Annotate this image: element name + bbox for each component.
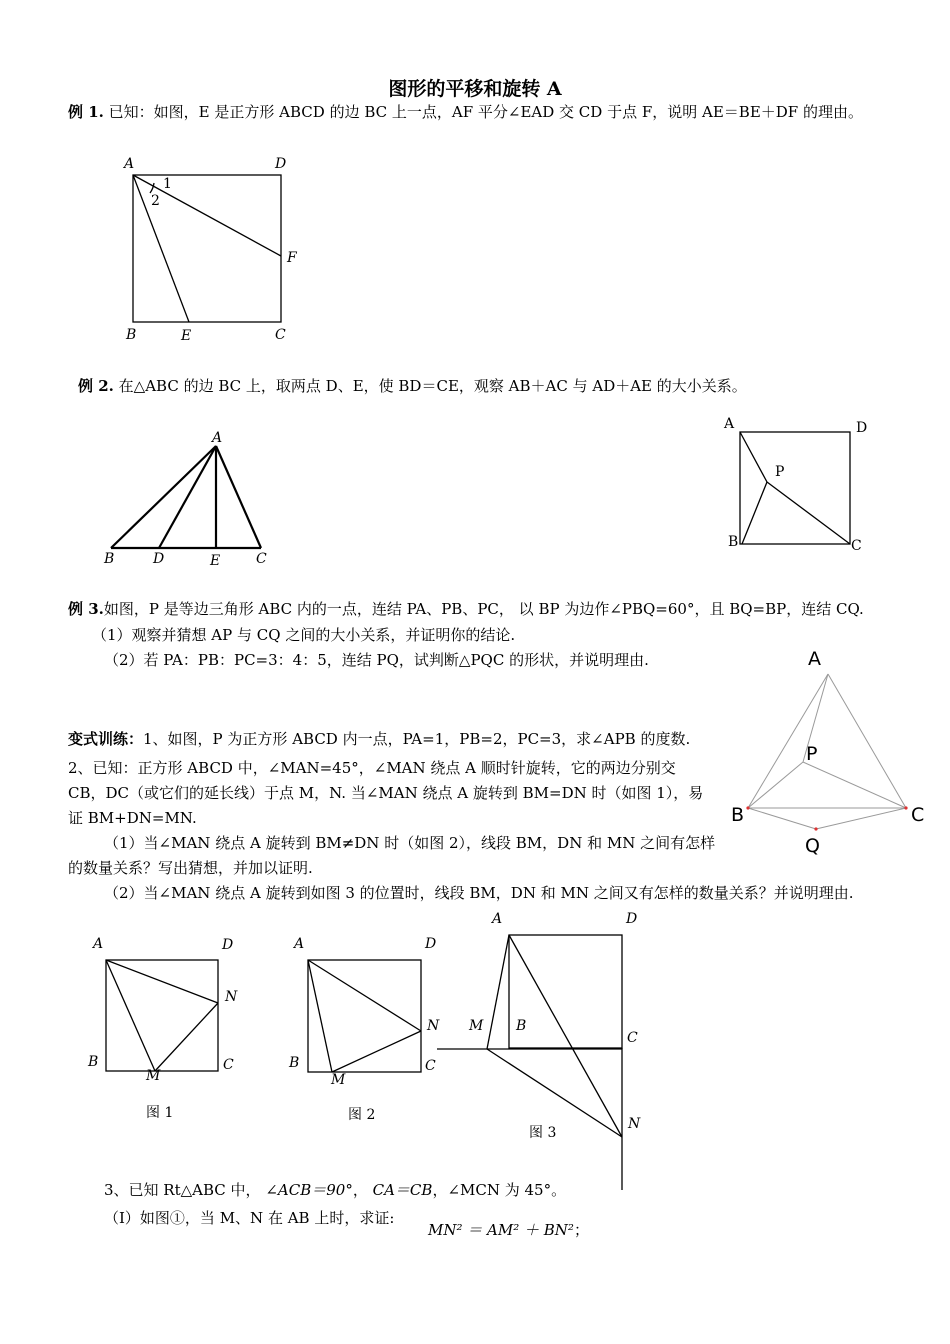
variant-3-formula: MN² ＝ AM² ＋ BN² [428,1221,574,1239]
variant-3-line-2: （Ⅰ）如图①，当 M、N 在 AB 上时，求证: [104,1209,395,1227]
ex1-label-C: C [275,327,286,343]
fig2-caption: 图 2 [348,1107,376,1123]
ex3-points [746,806,907,830]
fig3-label-N: N [628,1116,641,1132]
ex3-figure [748,674,906,829]
fig1-label-B: B [88,1054,99,1070]
ex3-label-A: A [808,648,821,670]
example-2-label: 例 2. [78,377,114,395]
variant-2-q2: （2）当∠MAN 绕点 A 旋转到如图 3 的位置时，线段 BM，DN 和 MN 之间又有怎样的数量关系？并说明理由. [104,884,854,902]
variant-3-sides: CA＝CB [372,1181,433,1199]
ex3-label-P: P [806,743,818,765]
fig2-label-N: N [427,1018,440,1034]
ex3-label-C: C [911,804,925,826]
fig3-caption: 图 3 [529,1125,557,1141]
example-3-body: 如图，P 是等边三角形 ABC 内的一点，连结 PA、PB、PC， 以 BP 为边作∠PBQ=60°，且 BQ=BP，连结 CQ. [103,600,864,618]
fig1 [106,960,218,1071]
example-1-body: 已知：如图，E 是正方形 ABCD 的边 BC 上一点，AF 平分∠EAD 交 CD 于点 F，说明 AE＝BE＋DF 的理由。 [108,103,863,121]
fig3 [437,935,622,1190]
ex2-label-B: B [104,551,115,567]
ex3-labels [731,648,924,857]
variant-2-q1-line-2: 的数量关系？写出猜想，并加以证明. [68,859,313,877]
fig1-labels [87,936,238,1121]
ex3-label-B: B [731,804,745,826]
example-3-question-1: （1）观察并猜想 AP 与 CQ 之间的大小关系，并证明你的结论. [92,626,516,644]
ex2-square [740,432,850,544]
fig1-label-N: N [225,989,238,1005]
example-3-text [68,599,864,619]
fig2 [308,960,421,1072]
variant-2-q1-line-1: （1）当∠MAN 绕点 A 旋转到 BM≠DN 时（如图 2），线段 BM，DN 和 MN 之间有怎样 [104,834,716,852]
ex2-square-labels [723,416,867,554]
ex1-label-2: 2 [151,193,160,209]
fig3-label-B: B [516,1018,527,1034]
variant-3-line-1: 3、已知 Rt△ABC 中， ∠ACB＝90°， CA＝CB，∠MCN 为 45°。 [104,1181,567,1199]
fig3-label-M: M [469,1018,484,1034]
fig2-labels [288,936,440,1123]
fig1-caption: 图 1 [146,1105,174,1121]
sq-label-C: C [851,538,862,554]
fig2-label-D: D [425,936,437,952]
ex1-label-D: D [275,156,287,172]
sq-label-B: B [728,534,739,550]
fig3-labels [468,911,641,1141]
ex1-label-B: B [126,327,137,343]
ex1-line-AE [133,175,189,322]
sq-label-D: D [856,420,868,436]
ex1-label-F: F [287,250,297,266]
fig2-label-M: M [331,1072,346,1088]
example-3-label: 例 3. [68,600,104,618]
variant-3-angle: ∠ACB＝90° [265,1181,353,1199]
fig1-label-M: M [146,1068,161,1084]
variant-2-line-2: CB，DC（或它们的延长线）于点 M，N. 当∠MAN 绕点 A 旋转到 BM=DN 时（如图 1），易 [68,784,704,802]
ex1-label-1: 1 [163,176,172,192]
fig3-label-C: C [627,1030,638,1046]
example-2-text [78,376,747,396]
variant-3-mcn: ，∠MCN 为 45°。 [432,1181,567,1199]
ex3-label-Q: Q [805,835,820,857]
fig2-label-C: C [425,1058,436,1074]
fig2-label-B: B [289,1055,300,1071]
ex2-label-C: C [256,551,267,567]
fig1-label-A: A [93,936,104,952]
fig3-label-D: D [626,911,638,927]
sq-label-A: A [724,416,735,432]
sq-label-P: P [775,464,785,480]
fig1-label-C: C [223,1057,234,1073]
variant-3-intro: 3、已知 Rt△ABC 中， [104,1181,261,1199]
ex1-line-AF [133,175,281,256]
ex2-label-A: A [212,430,223,446]
page-title: 图形的平移和旋转 A [388,78,562,100]
variant-1-body: 1、如图，P 为正方形 ABCD 内一点，PA=1，PB=2，PC=3，求∠APB 的度数. [143,730,691,748]
ex1-label-A: A [124,156,135,172]
ex2-label-E: E [210,553,221,569]
ex2-triangle [111,446,261,548]
fig1-label-D: D [222,937,234,953]
variant-3-semicolon: ； [573,1221,589,1239]
ex1-label-E: E [181,328,192,344]
variant-3-formula-line [428,1220,589,1240]
variant-2-line-1: 2、已知：正方形 ABCD 中，∠MAN=45°，∠MAN 绕点 A 顺时针旋转，它的两边分别交 [68,759,676,777]
variant-1-text [68,729,690,749]
example-2-body: 在△ABC 的边 BC 上，取两点 D、E，使 BD＝CE，观察 AB＋AC 与 AD＋AE 的大小关系。 [118,377,747,395]
variant-2-line-3: 证 BM+DN=MN. [68,809,197,827]
ex2-label-D: D [153,551,165,567]
fig2-label-A: A [294,936,305,952]
variant-label: 变式训练： [68,730,144,748]
example-1-label: 例 1. [68,103,104,121]
ex1-labels [122,156,298,344]
fig3-label-A: A [492,911,503,927]
example-3-question-2: （2）若 PA：PB：PC=3：4：5，连结 PQ，试判断△PQC 的形状，并说明理由. [104,651,649,669]
